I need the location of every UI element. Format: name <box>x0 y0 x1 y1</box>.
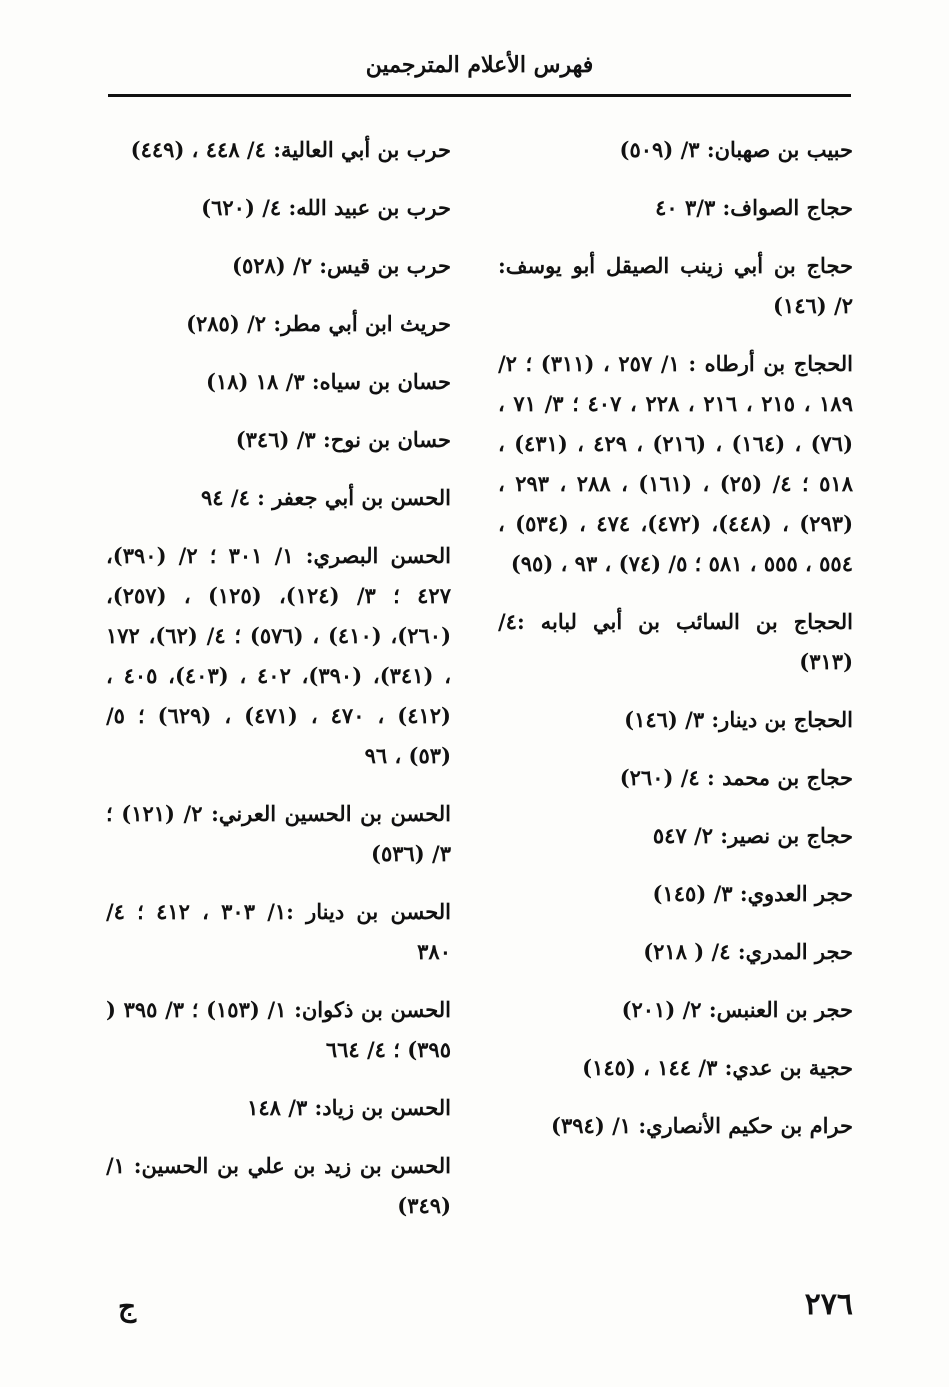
index-entry: الحجاج بن دينار: ٣/ (١٤٦) <box>624 707 853 732</box>
index-entry: الحسن بن زياد: ٣/ ١٤٨ <box>247 1095 451 1120</box>
index-entry: الحسن بن أبي جعفر : ٤/ ٩٤ <box>201 485 451 510</box>
index-entry: حرب بن عبيد الله: ٤/ (٦٢٠) <box>201 195 451 220</box>
page-header-title: فهرس الأعلام المترجمين <box>365 52 594 78</box>
index-entry: الحجاج بن أرطاه : ١/ ٢٥٧ ، (٣١١) ؛ ٢/ ١٨٩ ، ٢١٥ ، ٢١٦ ، ٢٢٨ ، ٤٠٧ ؛ ٣/ ٧١ ، (٧٦) ، (١٦٤) ، (٢١٦) ، ٤٢٩ ، (٤٣١) ، ٥١٨ ؛ ٤/ (٢٥) ، (١٦١) ، ٢٨٨ ، ٢٩٣ ، (٢٩٣) ، (٤٤٨)، (٤٧٢)، ٤٧٤ ، (٥٣٤) ، ٥٥٤ ، ٥٥٥ ، ٥٨١ ؛ ٥/ (٧٤) ، ٩٣ ، (٩٥) <box>498 351 854 576</box>
index-entry: حرام بن حكيم الأنصاري: ١/ (٣٩٤) <box>551 1113 853 1138</box>
index-entry: حسان بن نوح: ٣/ (٣٤٦) <box>235 427 451 452</box>
index-entry: الحسن بن الحسين العرني: ٢/ (١٢١) ؛ ٣/ (٥٣٦) <box>106 801 451 866</box>
index-entry: حجاج بن محمد : ٤/ (٢٦٠) <box>619 765 853 790</box>
index-entry: حجر بن العنبس: ٢/ (٢٠١) <box>621 997 853 1022</box>
header-rule <box>108 94 851 97</box>
signature-mark: ج <box>118 1290 137 1323</box>
index-entry: حرب بن أبي العالية: ٤/ ٤٤٨ ، (٤٤٩) <box>130 137 451 162</box>
index-entry: حجر العدوي: ٣/ (١٤٥) <box>652 881 853 906</box>
index-entry: حبيب بن صهبان: ٣/ (٥٠٩) <box>619 137 853 162</box>
page-number: ٢٧٦ <box>804 1287 853 1322</box>
index-entry: حجية بن عدي: ٣/ ١٤٤ ، (١٤٥) <box>582 1055 853 1080</box>
index-entry: حسان بن سياه: ٣/ ١٨ (١٨) <box>206 369 451 394</box>
index-entry: حريث ابن أبي مطر: ٢/ (٢٨٥) <box>186 311 451 336</box>
index-column-left <box>106 130 451 1244</box>
index-entry: حجاج بن نصير: ٢/ ٥٤٧ <box>652 823 853 848</box>
index-entry: حجاج الصواف: ٣/٣ ٤٠ <box>655 195 853 220</box>
index-entry: الحسن البصري: ١/ ٣٠١ ؛ ٢/ (٣٩٠)، ٤٢٧ ؛ ٣/ (١٢٤)، (١٢٥) ، (٢٥٧)، (٢٦٠)، (٤١٠) ، (٥٧٦) ؛ ٤/ (٦٢)، ١٧٢ ، (٣٤١)، (٣٩٠)، ٤٠٢ ، (٤٠٣)، ٤٠٥ ، (٤١٢) ، ٤٧٠ ، (٤٧١) ، (٦٢٩) ؛ ٥/ (٥٣) ، ٩٦ <box>106 543 452 768</box>
index-entry: الحسن بن زيد بن علي بن الحسين: ١/ (٣٤٩) <box>106 1153 451 1218</box>
index-entry: حرب بن قيس: ٢/ (٥٢٨) <box>232 253 451 278</box>
index-entry: الحسن بن ذكوان: ١/ (١٥٣) ؛ ٣/ ٣٩٥ ( ٣٩٥) ؛ ٤/ ٦٦٤ <box>106 997 451 1062</box>
index-entry: حجر المدري: ٤/ ( ٢١٨) <box>643 939 853 964</box>
index-entry: الحسن بن دينار :١/ ٣٠٣ ، ٤١٢ ؛ ٤/ ٣٨٠ <box>106 899 451 964</box>
index-entry: حجاج بن أبي زينب الصيقل أبو يوسف: ٢/ (١٤٦) <box>498 253 853 318</box>
index-column-right <box>498 130 853 1164</box>
index-entry: الحجاج بن السائب بن أبي لبابه :٤/ (٣١٣) <box>498 609 853 674</box>
